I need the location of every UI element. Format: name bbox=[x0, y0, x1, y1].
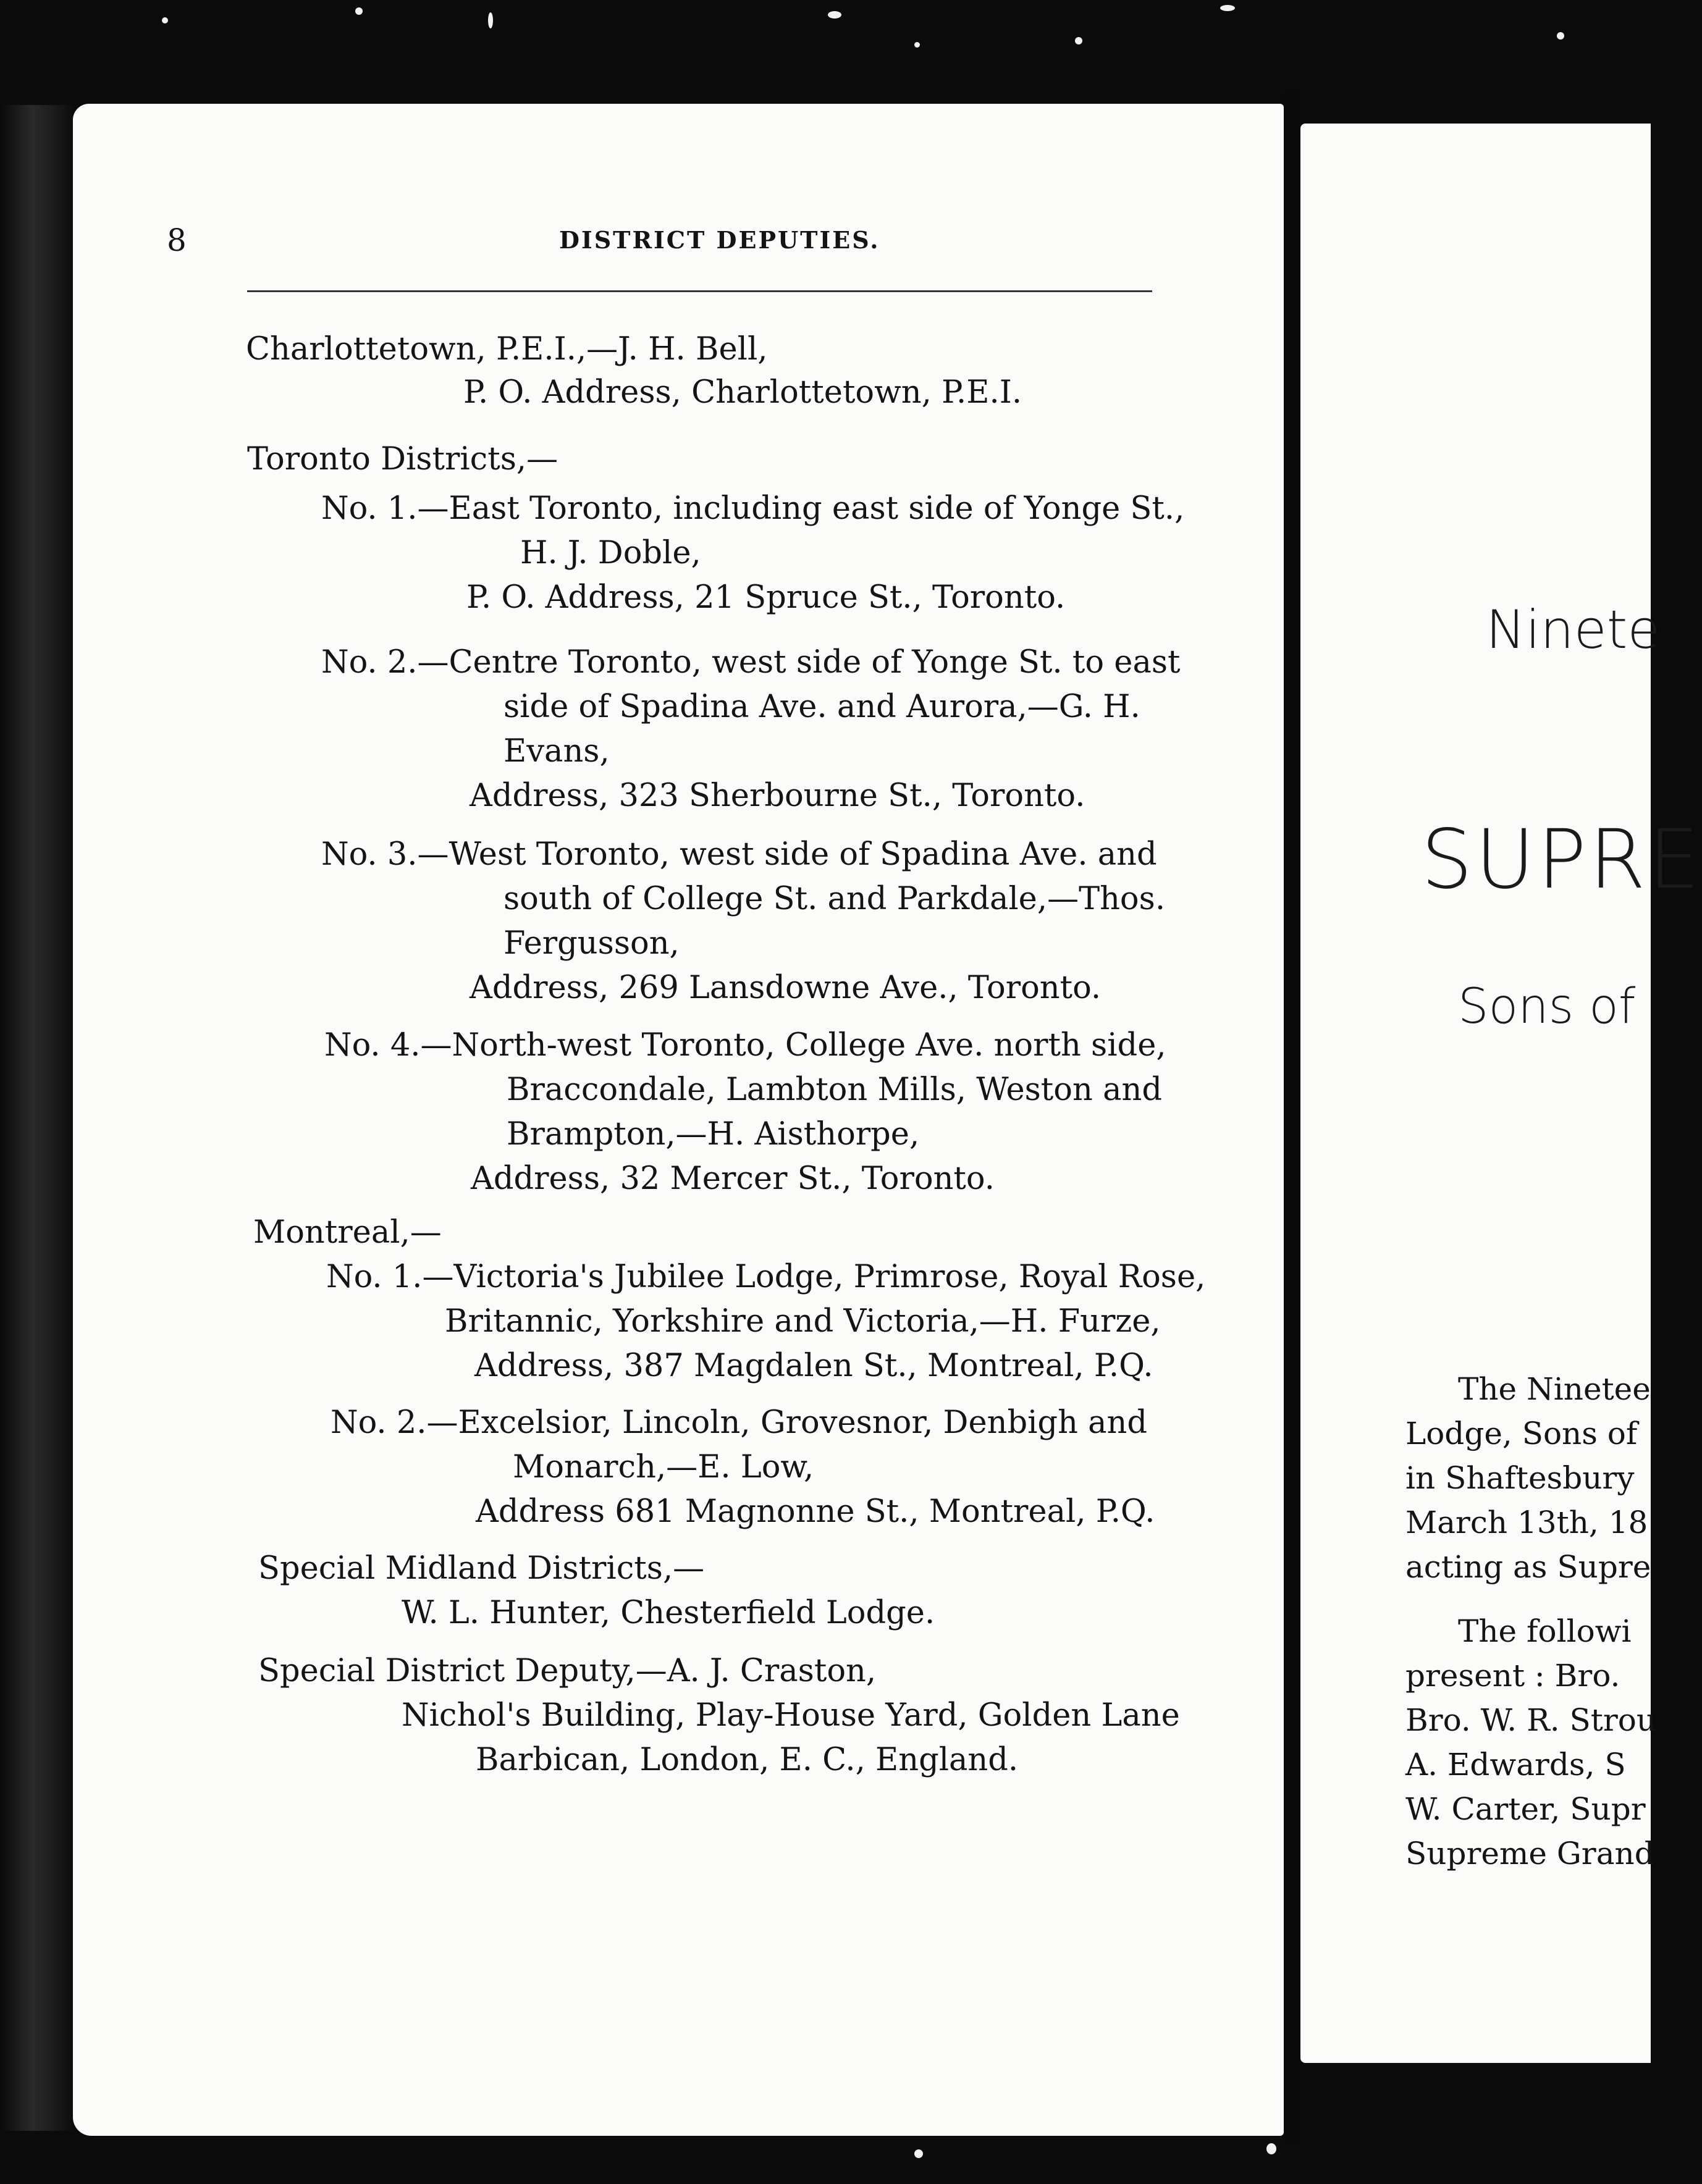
header-rule bbox=[247, 290, 1152, 292]
scan-speck bbox=[1557, 32, 1564, 40]
right-heading-1: Ninete bbox=[1486, 599, 1661, 661]
entry-line: Address 681 Magnonne St., Montreal, P.Q. bbox=[476, 1493, 1155, 1530]
entry-line: Charlottetown, P.E.I.,—J. H. Bell, bbox=[246, 331, 768, 368]
entry-line: Fergusson, bbox=[503, 925, 680, 962]
entry-line: P. O. Address, 21 Spruce St., Toronto. bbox=[466, 579, 1066, 616]
paragraph-line: acting as Supre bbox=[1405, 1549, 1651, 1585]
scan-speck bbox=[1220, 5, 1235, 11]
entry-line: No. 1.—Victoria's Jubilee Lodge, Primrose, Royal Rose, bbox=[326, 1259, 1206, 1295]
entry-line: W. L. Hunter, Chesterfield Lodge. bbox=[402, 1595, 935, 1631]
entry-line: Monarch,—E. Low, bbox=[513, 1449, 814, 1485]
entry-line: Address, 32 Mercer St., Toronto. bbox=[471, 1161, 995, 1197]
right-page bbox=[1300, 124, 1702, 2063]
entry-line: Britannic, Yorkshire and Victoria,—H. Furze, bbox=[445, 1303, 1161, 1340]
right-heading-2: SUPRE bbox=[1421, 812, 1702, 907]
section-heading: Montreal,— bbox=[253, 1214, 442, 1251]
entry-line: No. 4.—North-west Toronto, College Ave. north side, bbox=[324, 1027, 1166, 1064]
paragraph-line: The followi bbox=[1458, 1613, 1632, 1649]
paragraph-line: W. Carter, Supr bbox=[1405, 1791, 1646, 1827]
scan-speck bbox=[162, 17, 168, 23]
entry-line: side of Spadina Ave. and Aurora,—G. H. bbox=[503, 689, 1140, 725]
paragraph-line: Bro. W. R. Strou bbox=[1405, 1702, 1657, 1738]
paragraph-line: Lodge, Sons of bbox=[1405, 1416, 1638, 1451]
entry-line: south of College St. and Parkdale,—Thos. bbox=[503, 881, 1166, 917]
entry-line: H. J. Doble, bbox=[520, 535, 701, 571]
scan-speck bbox=[1075, 37, 1082, 44]
paragraph-line: present : Bro. bbox=[1405, 1658, 1620, 1694]
entry-line: P. O. Address, Charlottetown, P.E.I. bbox=[463, 374, 1022, 411]
scan-speck bbox=[828, 11, 841, 19]
entry-line: Address, 269 Lansdowne Ave., Toronto. bbox=[470, 970, 1102, 1006]
entry-line: Nichol's Building, Play-House Yard, Golden Lane bbox=[402, 1697, 1180, 1734]
entry-line: Evans, bbox=[503, 733, 610, 770]
page-number: 8 bbox=[167, 222, 187, 258]
entry-line: Barbican, London, E. C., England. bbox=[476, 1742, 1019, 1778]
section-heading: Toronto Districts,— bbox=[247, 441, 558, 477]
paragraph-line: The Ninetee bbox=[1458, 1371, 1651, 1407]
section-heading: Special Midland Districts,— bbox=[258, 1550, 705, 1587]
scan-speck bbox=[355, 7, 363, 15]
entry-line: No. 2.—Centre Toronto, west side of Yonge St. to east bbox=[321, 644, 1181, 681]
paragraph-line: A. Edwards, S bbox=[1405, 1747, 1626, 1783]
entry-line: Braccondale, Lambton Mills, Weston and bbox=[507, 1072, 1162, 1108]
scan-speck bbox=[914, 42, 920, 48]
book-spine bbox=[0, 105, 73, 2131]
entry-line: No. 3.—West Toronto, west side of Spadina Ave. and bbox=[321, 836, 1157, 873]
scan-speck bbox=[1266, 2143, 1276, 2154]
entry-line: Address, 387 Magdalen St., Montreal, P.Q. bbox=[474, 1348, 1153, 1384]
entry-line: No. 1.—East Toronto, including east side of Yonge St., bbox=[321, 490, 1185, 527]
entry-line: Address, 323 Sherbourne St., Toronto. bbox=[470, 778, 1085, 814]
page-gutter bbox=[1284, 93, 1300, 2143]
paragraph-line: in Shaftesbury bbox=[1405, 1460, 1635, 1496]
entry-line: Brampton,—H. Aisthorpe, bbox=[507, 1116, 920, 1153]
scan-speck bbox=[488, 12, 493, 28]
scan-speck bbox=[914, 2149, 923, 2158]
section-heading: Special District Deputy,—A. J. Craston, bbox=[258, 1653, 877, 1689]
right-heading-3: Sons of bbox=[1458, 979, 1636, 1035]
running-head: DISTRICT DEPUTIES. bbox=[559, 226, 880, 254]
paragraph-line: Supreme Grand bbox=[1405, 1836, 1654, 1871]
entry-line: No. 2.—Excelsior, Lincoln, Grovesnor, Denbigh and bbox=[331, 1405, 1148, 1441]
paragraph-line: March 13th, 18 bbox=[1405, 1505, 1648, 1540]
